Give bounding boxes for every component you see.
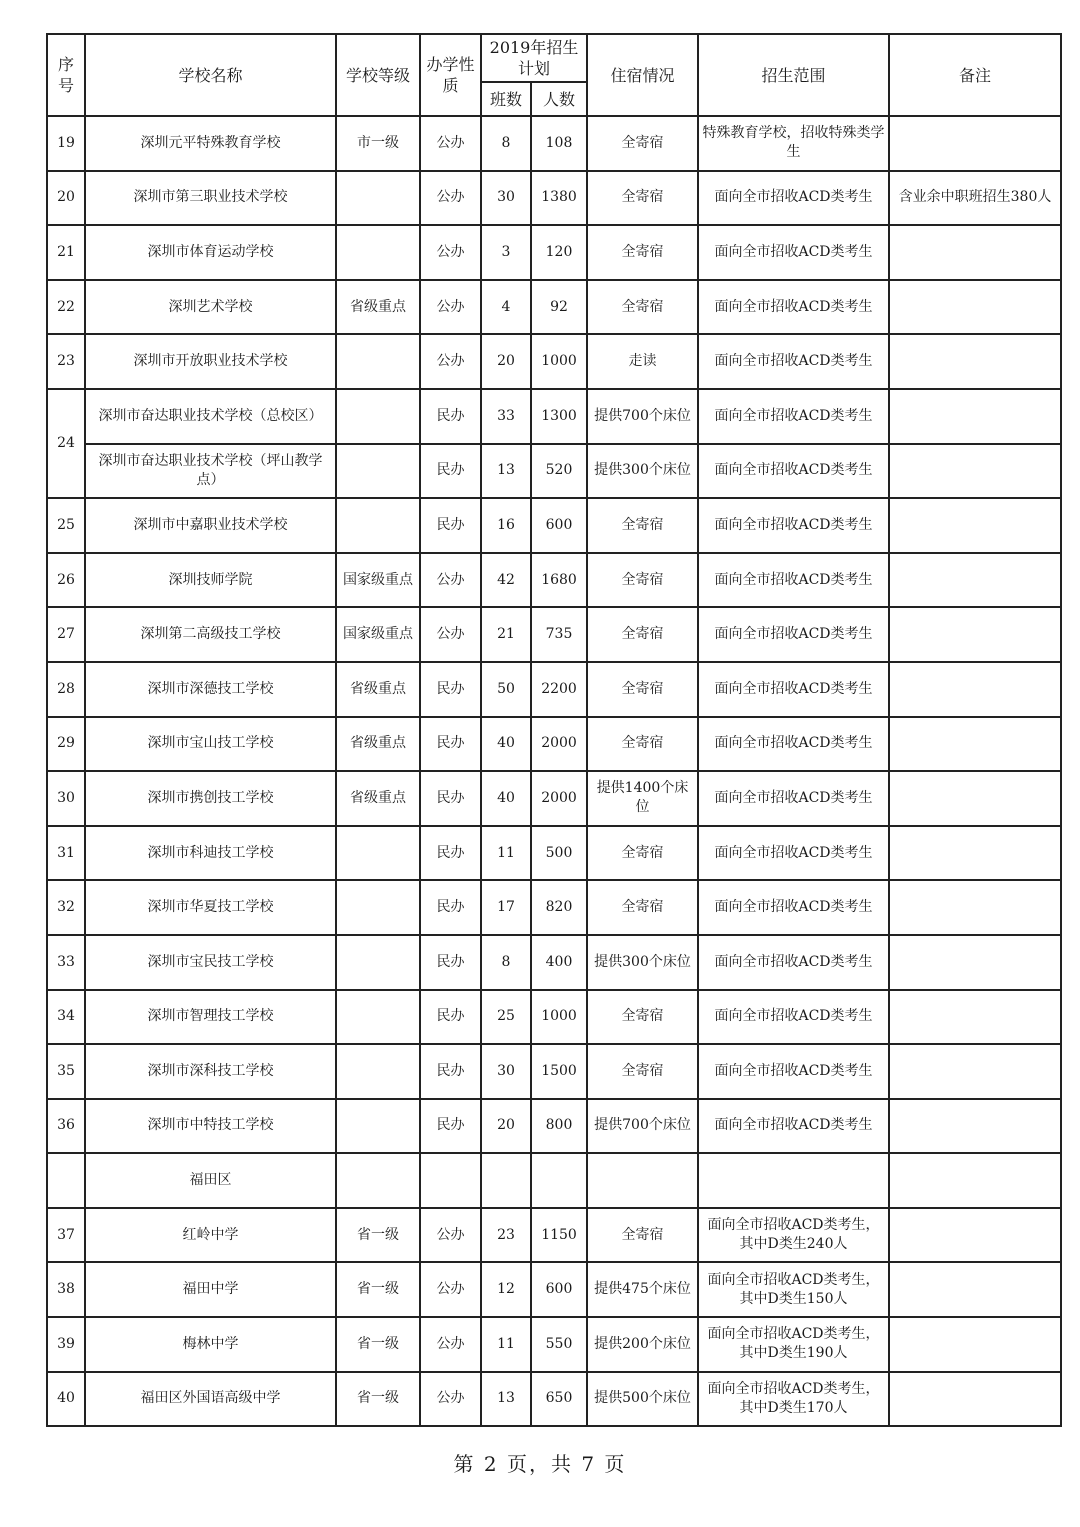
admission-scope: 面向全市招收ACD类考生 [698, 990, 889, 1045]
class-count: 30 [481, 171, 531, 226]
student-count: 735 [531, 607, 587, 662]
row-index: 31 [47, 826, 85, 881]
student-count: 600 [531, 498, 587, 553]
table-header [47, 34, 1061, 116]
school-level: 省级重点 [336, 280, 420, 335]
table-row [47, 1317, 1061, 1372]
header-scope: 招生范围 [698, 34, 889, 116]
school-level: 省一级 [336, 1372, 420, 1427]
header-school-name: 学校名称 [85, 34, 336, 116]
school-name: 深圳市宝民技工学校 [85, 935, 336, 990]
school-type: 民办 [420, 771, 481, 826]
row-index: 22 [47, 280, 85, 335]
row-index: 32 [47, 880, 85, 935]
school-type: 公办 [420, 1208, 481, 1263]
school-name: 深圳市奋达职业技术学校（总校区） [85, 389, 336, 444]
school-type: 民办 [420, 990, 481, 1045]
school-name: 深圳市宝山技工学校 [85, 717, 336, 772]
school-level [336, 334, 420, 389]
district-name: 福田区 [85, 1153, 336, 1208]
school-level [336, 880, 420, 935]
school-type: 民办 [420, 826, 481, 881]
housing: 全寄宿 [587, 553, 698, 608]
class-count: 12 [481, 1262, 531, 1317]
admission-scope: 面向全市招收ACD类考生 [698, 444, 889, 499]
class-count: 40 [481, 717, 531, 772]
housing: 全寄宿 [587, 826, 698, 881]
school-level [336, 826, 420, 881]
class-count: 30 [481, 1044, 531, 1099]
student-count: 1380 [531, 171, 587, 226]
class-count: 11 [481, 1317, 531, 1372]
school-level: 省一级 [336, 1208, 420, 1263]
housing: 全寄宿 [587, 880, 698, 935]
housing: 提供700个床位 [587, 1099, 698, 1154]
row-index: 26 [47, 553, 85, 608]
housing: 提供1400个床位 [587, 771, 698, 826]
notes [889, 389, 1061, 444]
school-name: 深圳市奋达职业技术学校（坪山教学点） [85, 444, 336, 499]
school-type: 民办 [420, 935, 481, 990]
notes [889, 717, 1061, 772]
school-level: 省一级 [336, 1262, 420, 1317]
school-name: 深圳市华夏技工学校 [85, 880, 336, 935]
class-count: 50 [481, 662, 531, 717]
school-type: 民办 [420, 1044, 481, 1099]
school-type: 公办 [420, 280, 481, 335]
row-index: 21 [47, 225, 85, 280]
student-count: 2200 [531, 662, 587, 717]
housing: 全寄宿 [587, 171, 698, 226]
housing: 全寄宿 [587, 607, 698, 662]
housing: 全寄宿 [587, 1208, 698, 1263]
notes [889, 280, 1061, 335]
school-level [336, 389, 420, 444]
admission-scope: 面向全市招收ACD类考生 [698, 225, 889, 280]
housing: 提供500个床位 [587, 1372, 698, 1427]
row-index: 30 [47, 771, 85, 826]
admission-scope: 面向全市招收ACD类考生 [698, 553, 889, 608]
class-count: 8 [481, 935, 531, 990]
admissions-table [46, 33, 1062, 1427]
admission-scope: 面向全市招收ACD类考生 [698, 1099, 889, 1154]
notes [889, 826, 1061, 881]
notes [889, 990, 1061, 1045]
housing: 全寄宿 [587, 1044, 698, 1099]
table-row [47, 553, 1061, 608]
student-count: 1680 [531, 553, 587, 608]
notes: 含业余中职班招生380人 [889, 171, 1061, 226]
housing: 全寄宿 [587, 498, 698, 553]
class-count: 4 [481, 280, 531, 335]
table-row [47, 1372, 1061, 1427]
notes [889, 116, 1061, 171]
admission-scope: 面向全市招收ACD类考生 [698, 880, 889, 935]
housing: 全寄宿 [587, 280, 698, 335]
student-count [531, 1153, 587, 1208]
school-type: 民办 [420, 1099, 481, 1154]
notes [889, 553, 1061, 608]
row-index: 25 [47, 498, 85, 553]
school-level: 省级重点 [336, 771, 420, 826]
admission-scope: 特殊教育学校，招收特殊类学生 [698, 116, 889, 171]
header-enrollment-plan: 2019年招生计划 [481, 34, 587, 82]
table-row [47, 880, 1061, 935]
class-count: 33 [481, 389, 531, 444]
header-classes: 班数 [481, 82, 531, 116]
header-housing: 住宿情况 [587, 34, 698, 116]
class-count: 16 [481, 498, 531, 553]
admission-scope: 面向全市招收ACD类考生 [698, 826, 889, 881]
school-name: 深圳市第三职业技术学校 [85, 171, 336, 226]
notes [889, 607, 1061, 662]
row-index: 39 [47, 1317, 85, 1372]
admission-scope: 面向全市招收ACD类考生 [698, 717, 889, 772]
housing: 提供475个床位 [587, 1262, 698, 1317]
school-type: 民办 [420, 880, 481, 935]
school-type [420, 1153, 481, 1208]
row-index: 29 [47, 717, 85, 772]
school-name: 深圳市深德技工学校 [85, 662, 336, 717]
class-count: 17 [481, 880, 531, 935]
header-index: 序号 [47, 34, 85, 116]
class-count: 20 [481, 1099, 531, 1154]
class-count [481, 1153, 531, 1208]
school-type: 公办 [420, 1317, 481, 1372]
school-level [336, 990, 420, 1045]
table-row [47, 1262, 1061, 1317]
student-count: 120 [531, 225, 587, 280]
student-count: 1300 [531, 389, 587, 444]
admission-scope: 面向全市招收ACD类考生 [698, 334, 889, 389]
student-count: 1150 [531, 1208, 587, 1263]
row-index [47, 1153, 85, 1208]
notes [889, 444, 1061, 499]
school-type: 公办 [420, 225, 481, 280]
housing: 全寄宿 [587, 717, 698, 772]
class-count: 13 [481, 444, 531, 499]
housing: 提供300个床位 [587, 935, 698, 990]
school-type: 公办 [420, 607, 481, 662]
page-number: 第 2 页，共 7 页 [453, 1452, 627, 1476]
notes [889, 1044, 1061, 1099]
school-type: 民办 [420, 444, 481, 499]
row-index: 36 [47, 1099, 85, 1154]
school-name: 深圳市体育运动学校 [85, 225, 336, 280]
school-level: 省一级 [336, 1317, 420, 1372]
student-count: 92 [531, 280, 587, 335]
admission-scope: 面向全市招收ACD类考生，其中D类生240人 [698, 1208, 889, 1263]
student-count: 550 [531, 1317, 587, 1372]
row-index: 28 [47, 662, 85, 717]
housing: 提供200个床位 [587, 1317, 698, 1372]
school-type: 公办 [420, 1262, 481, 1317]
table-row [47, 225, 1061, 280]
table-row [47, 334, 1061, 389]
student-count: 108 [531, 116, 587, 171]
school-level [336, 444, 420, 499]
row-index: 20 [47, 171, 85, 226]
school-type: 民办 [420, 389, 481, 444]
class-count: 13 [481, 1372, 531, 1427]
notes [889, 771, 1061, 826]
admission-scope: 面向全市招收ACD类考生，其中D类生170人 [698, 1372, 889, 1427]
school-level: 国家级重点 [336, 607, 420, 662]
row-index: 38 [47, 1262, 85, 1317]
table-row [47, 1099, 1061, 1154]
row-index: 27 [47, 607, 85, 662]
student-count: 400 [531, 935, 587, 990]
row-index: 24 [47, 389, 85, 498]
housing: 全寄宿 [587, 116, 698, 171]
school-type: 民办 [420, 662, 481, 717]
school-type: 公办 [420, 334, 481, 389]
student-count: 2000 [531, 717, 587, 772]
table-row [47, 662, 1061, 717]
school-name: 深圳第二高级技工学校 [85, 607, 336, 662]
class-count: 3 [481, 225, 531, 280]
school-name: 红岭中学 [85, 1208, 336, 1263]
notes [889, 334, 1061, 389]
notes [889, 935, 1061, 990]
school-type: 公办 [420, 553, 481, 608]
class-count: 21 [481, 607, 531, 662]
school-name: 深圳市科迪技工学校 [85, 826, 336, 881]
student-count: 1500 [531, 1044, 587, 1099]
school-name: 深圳元平特殊教育学校 [85, 116, 336, 171]
notes [889, 1317, 1061, 1372]
notes [889, 880, 1061, 935]
school-name: 深圳市中嘉职业技术学校 [85, 498, 336, 553]
school-name: 深圳艺术学校 [85, 280, 336, 335]
school-level [336, 935, 420, 990]
district-row [47, 1153, 1061, 1208]
school-type: 民办 [420, 498, 481, 553]
admission-scope: 面向全市招收ACD类考生 [698, 280, 889, 335]
admission-scope: 面向全市招收ACD类考生 [698, 1044, 889, 1099]
admission-scope: 面向全市招收ACD类考生 [698, 607, 889, 662]
table-row [47, 1044, 1061, 1099]
school-level [336, 1153, 420, 1208]
table-row [47, 498, 1061, 553]
student-count: 500 [531, 826, 587, 881]
school-name: 深圳市携创技工学校 [85, 771, 336, 826]
admission-scope: 面向全市招收ACD类考生，其中D类生190人 [698, 1317, 889, 1372]
school-name: 深圳市中特技工学校 [85, 1099, 336, 1154]
header-notes: 备注 [889, 34, 1061, 116]
class-count: 11 [481, 826, 531, 881]
housing [587, 1153, 698, 1208]
header-school-level: 学校等级 [336, 34, 420, 116]
row-index: 37 [47, 1208, 85, 1263]
school-type: 公办 [420, 171, 481, 226]
table-row [47, 935, 1061, 990]
table-row [47, 444, 1061, 499]
school-name: 深圳市智理技工学校 [85, 990, 336, 1045]
admission-scope: 面向全市招收ACD类考生，其中D类生150人 [698, 1262, 889, 1317]
school-name: 深圳市深科技工学校 [85, 1044, 336, 1099]
class-count: 25 [481, 990, 531, 1045]
school-level [336, 1099, 420, 1154]
class-count: 8 [481, 116, 531, 171]
school-level: 省级重点 [336, 662, 420, 717]
school-level: 国家级重点 [336, 553, 420, 608]
school-name: 福田中学 [85, 1262, 336, 1317]
admission-scope: 面向全市招收ACD类考生 [698, 389, 889, 444]
table-row [47, 607, 1061, 662]
notes [889, 225, 1061, 280]
school-type: 公办 [420, 116, 481, 171]
row-index: 40 [47, 1372, 85, 1427]
notes [889, 1099, 1061, 1154]
school-name: 深圳技师学院 [85, 553, 336, 608]
class-count: 40 [481, 771, 531, 826]
housing: 提供700个床位 [587, 389, 698, 444]
school-level [336, 1044, 420, 1099]
admission-scope: 面向全市招收ACD类考生 [698, 498, 889, 553]
student-count: 600 [531, 1262, 587, 1317]
table-row [47, 171, 1061, 226]
housing: 提供300个床位 [587, 444, 698, 499]
school-level: 市一级 [336, 116, 420, 171]
admission-scope: 面向全市招收ACD类考生 [698, 662, 889, 717]
table-row [47, 116, 1061, 171]
student-count: 800 [531, 1099, 587, 1154]
school-name: 福田区外国语高级中学 [85, 1372, 336, 1427]
table-row [47, 771, 1061, 826]
notes [889, 1153, 1061, 1208]
row-index: 23 [47, 334, 85, 389]
school-type: 民办 [420, 717, 481, 772]
admission-scope: 面向全市招收ACD类考生 [698, 935, 889, 990]
student-count: 520 [531, 444, 587, 499]
table-row [47, 990, 1061, 1045]
student-count: 1000 [531, 990, 587, 1045]
admission-scope: 面向全市招收ACD类考生 [698, 171, 889, 226]
table-row [47, 826, 1061, 881]
row-index: 34 [47, 990, 85, 1045]
notes [889, 1262, 1061, 1317]
row-index: 33 [47, 935, 85, 990]
table-row [47, 389, 1061, 444]
school-level [336, 225, 420, 280]
school-level [336, 498, 420, 553]
housing: 走读 [587, 334, 698, 389]
notes [889, 1372, 1061, 1427]
header-school-type: 办学性质 [420, 34, 481, 116]
student-count: 2000 [531, 771, 587, 826]
student-count: 820 [531, 880, 587, 935]
school-type: 公办 [420, 1372, 481, 1427]
notes [889, 498, 1061, 553]
admission-scope: 面向全市招收ACD类考生 [698, 771, 889, 826]
school-name: 深圳市开放职业技术学校 [85, 334, 336, 389]
notes [889, 662, 1061, 717]
housing: 全寄宿 [587, 662, 698, 717]
school-level: 省级重点 [336, 717, 420, 772]
header-people: 人数 [531, 82, 587, 116]
table-row [47, 280, 1061, 335]
class-count: 42 [481, 553, 531, 608]
class-count: 20 [481, 334, 531, 389]
row-index: 19 [47, 116, 85, 171]
admission-scope [698, 1153, 889, 1208]
class-count: 23 [481, 1208, 531, 1263]
student-count: 650 [531, 1372, 587, 1427]
student-count: 1000 [531, 334, 587, 389]
housing: 全寄宿 [587, 990, 698, 1045]
table-row [47, 1208, 1061, 1263]
school-level [336, 171, 420, 226]
notes [889, 1208, 1061, 1263]
school-name: 梅林中学 [85, 1317, 336, 1372]
table-row [47, 717, 1061, 772]
housing: 全寄宿 [587, 225, 698, 280]
row-index: 35 [47, 1044, 85, 1099]
